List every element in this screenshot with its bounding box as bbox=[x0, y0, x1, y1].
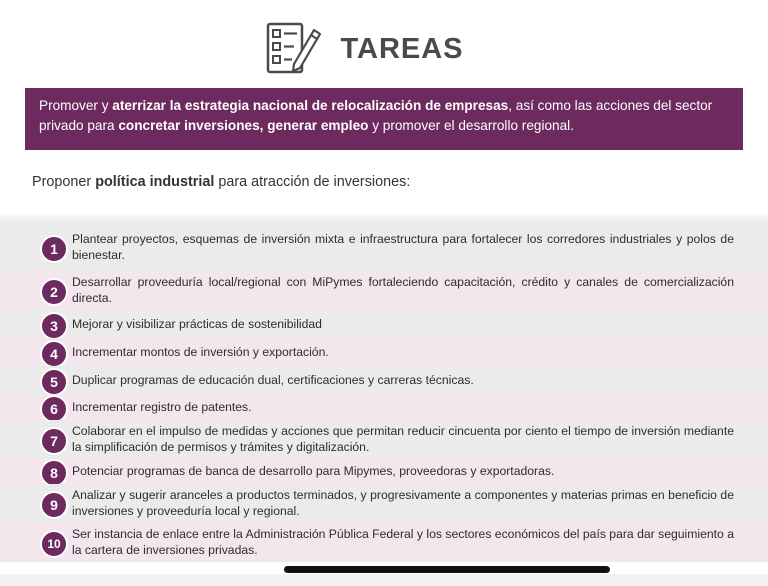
item-number-badge: 7 bbox=[40, 427, 68, 455]
banner-emphasis: concretar inversiones, generar empleo bbox=[118, 118, 369, 133]
item-text: Plantear proyectos, esquemas de inversión mixta e infraestructura para fortalecer los corredores industriales y polos de bienestar. bbox=[72, 232, 734, 262]
list-item bbox=[0, 270, 768, 310]
item-number-badge: 10 bbox=[40, 530, 68, 558]
banner-text: y promover el desarrollo regional. bbox=[368, 118, 574, 133]
list-item bbox=[0, 420, 768, 458]
intro-part: para atracción de inversiones: bbox=[214, 174, 411, 190]
list-item bbox=[0, 338, 768, 366]
item-text: Analizar y sugerir aranceles a productos terminados, y progresivamente a componentes y materias primas en beneficio de inversiones y proveeduría local y regional. bbox=[72, 488, 734, 518]
list-item bbox=[0, 458, 768, 484]
banner-emphasis: aterrizar la estrategia nacional de relocalización de empresas bbox=[112, 98, 509, 113]
list-item bbox=[0, 310, 768, 338]
item-text: Mejorar y visibilizar prácticas de sostenibilidad bbox=[72, 317, 322, 331]
item-number-badge: 5 bbox=[40, 368, 68, 396]
item-number-badge: 6 bbox=[40, 395, 68, 423]
intro-emphasis: política industrial bbox=[95, 174, 215, 190]
item-text: Incrementar montos de inversión y exportación. bbox=[72, 345, 329, 359]
page-header bbox=[0, 14, 768, 84]
item-text: Desarrollar proveeduría local/regional con MiPymes fortaleciendo capacitación, crédito y canales de comercialización directa. bbox=[72, 275, 734, 305]
item-number-badge: 1 bbox=[40, 235, 68, 263]
item-text: Ser instancia de enlace entre la Administración Pública Federal y los sectores económicos del país para dar seguimiento a la cartera de inversiones privadas. bbox=[72, 527, 734, 557]
intro-text bbox=[32, 174, 410, 190]
item-text: Incrementar registro de patentes. bbox=[72, 400, 252, 414]
banner-text: Promover y bbox=[39, 98, 113, 113]
list-item bbox=[0, 366, 768, 394]
item-number-badge: 8 bbox=[40, 459, 68, 487]
item-number-badge: 4 bbox=[40, 340, 68, 368]
list-item bbox=[0, 484, 768, 522]
divider bbox=[0, 214, 768, 224]
item-text: Potenciar programas de banca de desarrollo para Mipymes, proveedoras y exportadoras. bbox=[72, 464, 555, 478]
objective-banner bbox=[25, 88, 743, 150]
bottom-bar bbox=[0, 574, 768, 586]
list-item bbox=[0, 224, 768, 270]
item-number-badge: 2 bbox=[40, 278, 68, 306]
item-number-badge: 9 bbox=[40, 491, 68, 519]
item-text: Duplicar programas de educación dual, certificaciones y carreras técnicas. bbox=[72, 373, 474, 387]
banner-text: , así como las acciones del sector privado para bbox=[39, 98, 713, 133]
checklist-pencil-icon bbox=[264, 20, 322, 78]
item-number-badge: 3 bbox=[40, 312, 68, 340]
page-title: TAREAS bbox=[340, 32, 464, 65]
list-item bbox=[0, 394, 768, 420]
intro-part: Proponer bbox=[32, 174, 96, 190]
item-text: Colaborar en el impulso de medidas y acciones que permitan reducir cincuenta por ciento el tiempo de inversión mediante la simplificación de permisos y trámites y digitalización. bbox=[72, 424, 734, 454]
home-indicator[interactable] bbox=[284, 566, 610, 573]
list-item bbox=[0, 522, 768, 562]
